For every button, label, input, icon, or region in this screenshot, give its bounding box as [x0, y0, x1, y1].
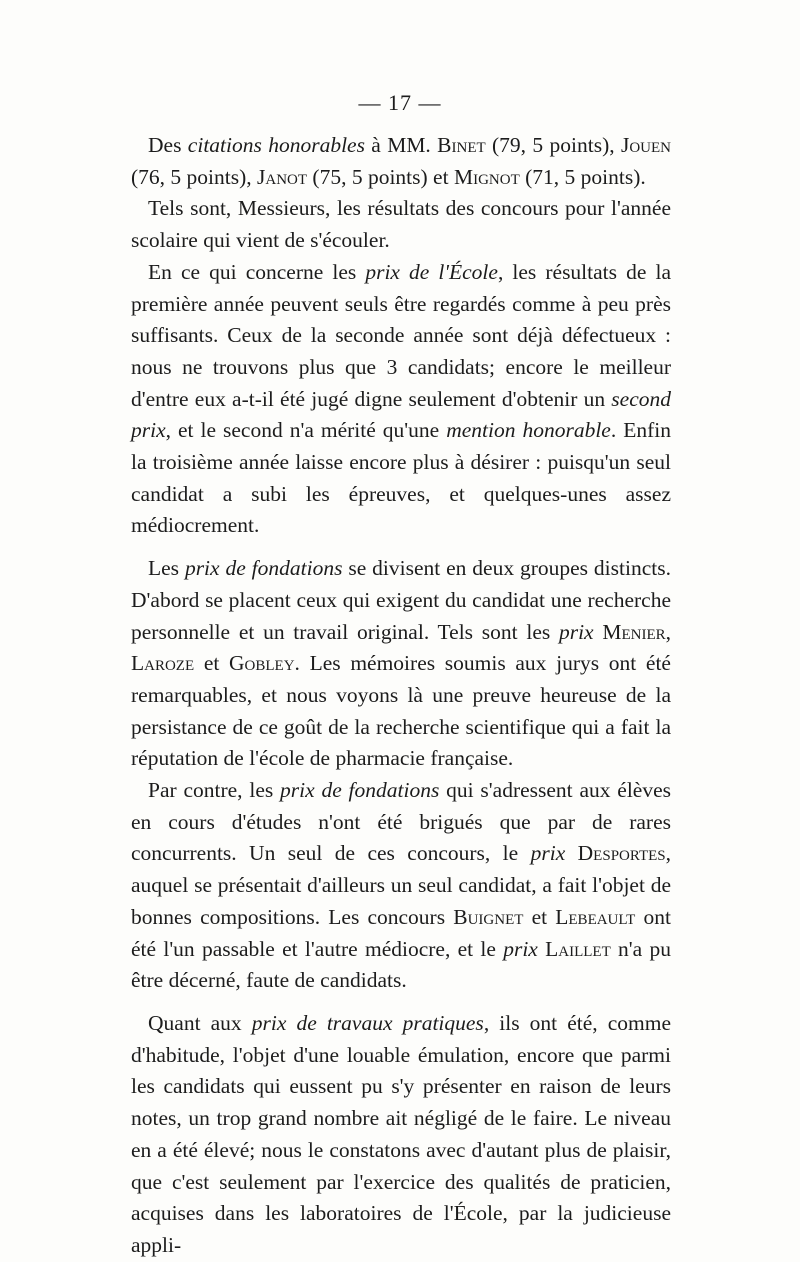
surname-small-caps: Binet	[437, 133, 486, 157]
text-run: Les	[148, 556, 185, 581]
paragraph	[131, 553, 671, 775]
body-text	[131, 130, 671, 1262]
text-run: se divisent en deux groupes distincts. D'abord se placent ceux qui exigent du candidat une recherche personnelle et un travail original. Tels sont les	[131, 556, 671, 644]
italic-text: prix	[503, 936, 538, 961]
text-run: (79, 5 points),	[485, 133, 621, 157]
text-run: En ce qui concerne les	[148, 259, 366, 284]
italic-text: prix	[530, 841, 566, 866]
italic-text: prix	[558, 619, 594, 644]
page-number: — 17 —	[358, 90, 442, 115]
surname-small-caps: Mignot	[453, 164, 520, 189]
text-run: n'a pu être décerné, faute de candidats.	[131, 936, 671, 993]
text-run: , et le second n'a mérité qu'une	[165, 418, 447, 443]
italic-text: prix de l'École	[365, 259, 498, 284]
text-run: , ils ont été, comme d'habitude, l'objet d'une louable émulation, encore que parmi les candidats qui eussent pu s'y présenter en raison de leurs notes, un trop grand nombre ait négligé de le faire. Le niveau en a été élevé; nous le constatons avec d'autant plus de plaisir, que c'est seulement par l'exercice des qualités de praticien, acquises dans les laboratoires de l'École, par la judicieuse appli-	[131, 1010, 671, 1257]
surname-small-caps: Laroze	[131, 651, 195, 676]
text-run: (75, 5 points) et	[307, 164, 454, 189]
italic-text: prix de fondations	[280, 778, 440, 803]
text-run: , auquel se présentait d'ailleurs un seul candidat, a fait l'objet de bonnes compositions. Les concours	[131, 841, 672, 929]
italic-text: second prix	[131, 386, 671, 443]
text-run: . Enfin la troisième année laisse encore plus à désirer : puisqu'un seul candidat a subi les épreuves, et quelques-unes assez médiocrement.	[131, 418, 671, 538]
surname-small-caps: Laillet	[545, 936, 611, 961]
surname-small-caps: Gobley	[229, 651, 295, 676]
paragraph	[131, 130, 671, 193]
text-run	[565, 841, 577, 865]
text-run: à MM.	[364, 133, 438, 157]
text-run: Quant aux	[148, 1010, 252, 1035]
surname-small-caps: Desportes	[577, 841, 666, 866]
text-run: ont été l'un passable et l'autre médiocre, et le	[131, 904, 671, 961]
surname-small-caps: Janot	[257, 164, 308, 189]
surname-small-caps: Buignet	[453, 904, 524, 929]
text-run: (71, 5 points).	[519, 164, 646, 189]
text-run: (76, 5 points),	[131, 164, 258, 189]
italic-text: prix de travaux pratiques	[251, 1010, 484, 1035]
text-run: et	[523, 904, 556, 929]
italic-text: mention honorable	[446, 418, 611, 443]
surname-small-caps: Lebeault	[555, 904, 636, 929]
surname-small-caps: Menier	[602, 619, 666, 644]
paragraph	[131, 257, 671, 542]
text-run: et	[194, 651, 230, 676]
text-run: ,	[665, 619, 671, 644]
text-run: . Les mémoires soumis aux jurys ont été remarquables, et nous voyons là une preuve heureuse de la persistance de ce goût de la recherche scientifique qui a fait la réputation de l'école de pharmacie française.	[131, 651, 671, 771]
paragraph	[131, 1008, 671, 1262]
text-run: Des	[148, 133, 188, 157]
text-run: Tels sont, Messieurs, les résultats des concours pour l'année scolaire qui vient de s'écouler.	[131, 196, 671, 253]
italic-text: citations honorables	[187, 133, 365, 157]
italic-text: prix de fondations	[184, 556, 343, 581]
paragraph	[131, 775, 671, 997]
text-run: qui s'adressent aux élèves en cours d'études n'ont été brigués que par de rares concurrents. Un seul de ces concours, le	[131, 778, 671, 866]
text-run: , les résultats de la première année peuvent seuls être regardés comme à peu près suffisants. Ceux de la seconde année sont déjà défectueux : nous ne trouvons plus que 3 candidats; encore le meilleur d'entre eux a-t-il été jugé digne seulement d'obtenir un	[131, 259, 671, 411]
text-run: Par contre, les	[148, 778, 281, 803]
surname-small-caps: Jouen	[620, 133, 671, 157]
paragraph	[131, 193, 671, 256]
